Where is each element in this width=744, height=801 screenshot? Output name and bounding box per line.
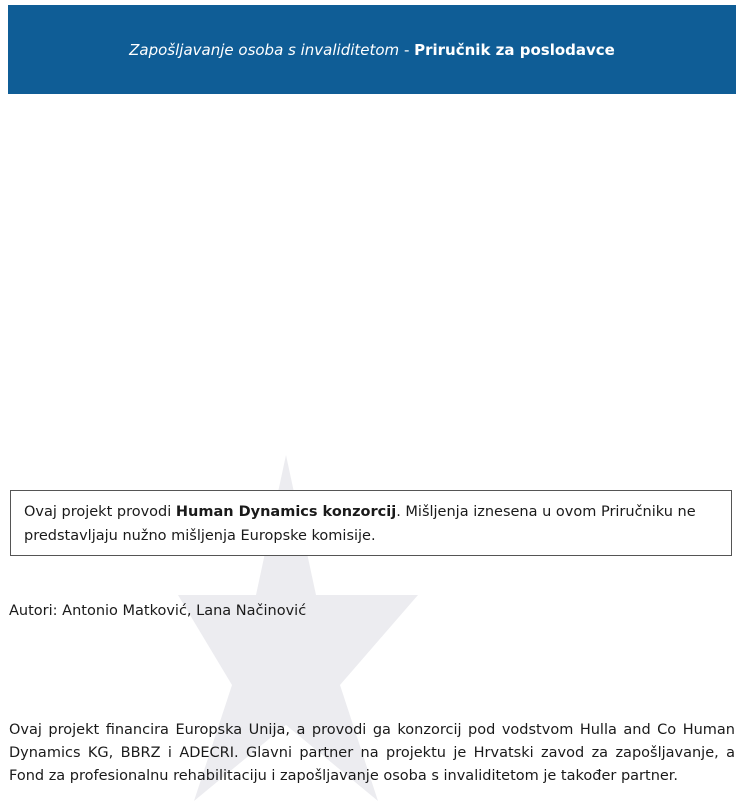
header-title-bold: Priručnik za poslodavce bbox=[414, 40, 615, 59]
authors-line: Autori: Antonio Matković, Lana Načinović bbox=[9, 603, 307, 619]
page-header bbox=[8, 5, 736, 94]
header-title-italic: Zapošljavanje osoba s invaliditetom bbox=[129, 40, 400, 59]
notice-consortium-name: Human Dynamics konzorcij bbox=[175, 504, 397, 520]
notice-text-end: . Mišljenja iznesena u ovom Priručniku ne predstavljaju nužno mišljenja Europske komisije. bbox=[24, 504, 696, 544]
notice-text-start: Ovaj projekt provodi bbox=[24, 504, 176, 520]
disclaimer-notice-box bbox=[10, 490, 732, 556]
funding-paragraph: Ovaj projekt financira Europska Unija, a provodi ga konzorcij pod vodstvom Hulla and Co Human Dynamics KG, BBRZ i ADECRI. Glavni partner na projektu je Hrvatski zavod za zapošljavanje, a Fond za profesionalnu rehabilitaciju i zapošljavanje osoba s invaliditetom je također partner. bbox=[9, 722, 735, 784]
header-separator: - bbox=[399, 40, 415, 59]
